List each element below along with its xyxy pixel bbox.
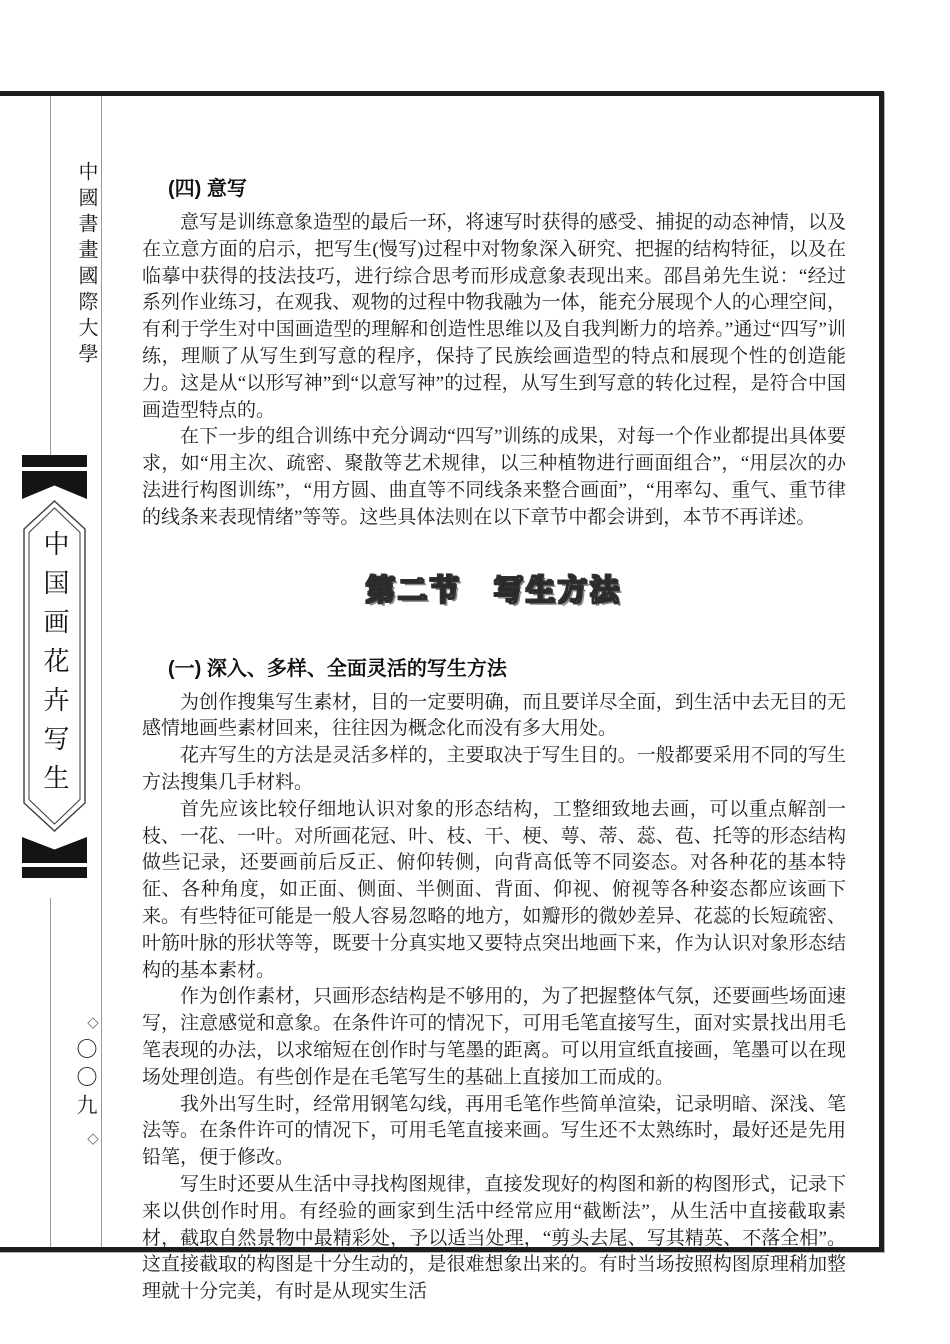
heading-section-four: (四) 意写 <box>168 178 247 200</box>
spine-rule-right <box>101 96 102 1247</box>
banner-top-bar <box>22 455 87 467</box>
banner-bottom-bar <box>22 867 87 878</box>
main-content <box>142 176 846 1306</box>
diamond-ornament-icon: ◇ <box>84 1129 100 1147</box>
series-cartouche <box>22 499 87 833</box>
paragraph: 首先应该比较仔细地认识对象的形态结构，工整细致地去画，可以重点解剖一枝、一花、一叶。对所画花冠、叶、枝、干、梗、萼、蒂、蕊、苞、托等的形态结构做些记录，还要画前后反正、俯仰转侧，向背高低等不同姿态。对各种花的基本特征、各种角度，如正面、侧面、半侧面、背面、仰视、俯视等各种姿态都应该画下来。有些特征可能是一般人容易忽略的地方，如瓣形的微妙差异、花蕊的长短疏密、叶筋叶脉的形状等等，既要十分真实地又要特点突出地画下来，作为认识对象形态结构的基本素材。 <box>142 798 846 981</box>
paragraph: 为创作搜集写生素材，目的一定要明确，而且要详尽全面，到生活中去无目的无感情地画些素材回来，往往因为概念化而没有多大用处。 <box>142 691 846 740</box>
heading-section-one: (一) 深入、多样、全面灵活的写生方法 <box>168 657 507 680</box>
spine-university-title: 中國書畫國際大學 <box>75 161 97 369</box>
banner-top-ribbon-icon <box>22 471 87 499</box>
banner-bottom-ribbon-icon <box>22 837 87 863</box>
page-number-digits: 〇〇九 <box>74 1038 98 1122</box>
paragraph: 我外出写生时，经常用钢笔勾线，再用毛笔作些简单渲染，记录明暗、深浅、笔法等。在条件许可的情况下，可用毛笔直接来画。写生还不太熟练时，最好还是先用铅笔，便于修改。 <box>142 1093 846 1169</box>
paragraph: 写生时还要从生活中寻找构图规律，直接发现好的构图和新的构图形式，记录下来以供创作时用。有经验的画家到生活中经常应用“截断法”，从生活中直接截取素材，截取自然景物中最精彩处，予以适当处理，“剪头去尾、写其精英、不落全相”。这直接截取的构图是十分生动的，是很难想象出来的。有时当场按照构图原理稍加整理就十分完美，有时是从现实生活 <box>142 1173 846 1303</box>
section-title: 第二节 写生方法 <box>365 574 622 607</box>
paragraph: 意写是训练意象造型的最后一环，将速写时获得的感受、捕捉的动态神情，以及在立意方面的启示，把写生(慢写)过程中对物象深入研究、把握的结构特征，以及在临摹中获得的技法技巧，进行综合思考而形成意象表现出来。邵昌弟先生说：“经过系列作业练习，在观我、观物的过程中物我融为一体，能充分展现个人的心理空间，有利于学生对中国画造型的理解和创造性思维以及自我判断力的培养。”通过“四写”训练，理顺了从写生到写意的程序，保持了民族绘画造型的特点和展现个性的创造能力。这是从“以形写神”到“以意写神”的过程，从写生到写意的转化过程，是符合中国画造型特点的。 <box>142 212 846 421</box>
paragraph: 在下一步的组合训练中充分调动“四写”训练的成果，对每一个作业都提出具体要求，如“用主次、疏密、聚散等艺术规律，以三种植物进行画面组合”，“用层次的办法进行构图训练”，“用方圆、曲直等不同线条来整合画面”，“用率勾、重气、重节律的线条来表现情绪”等等。这些具体法则在以下章节中都会讲到，本节不再详述。 <box>142 426 846 528</box>
diamond-ornament-icon: ◇ <box>84 1013 100 1031</box>
paragraph: 作为创作素材，只画形态结构是不够用的，为了把握整体气氛，还要画些场面速写，注意感觉和意象。在条件许可的情况下，可用毛笔直接写生，面对实景找出用毛笔表现的办法，以求缩短在创作时与笔墨的距离。可以用宣纸直接画，笔墨可以在现场处理创造。有些创作是在毛笔写生的基础上直接加工而成的。 <box>142 986 846 1088</box>
series-title: 中国画花卉写生 <box>40 529 69 803</box>
series-banner <box>22 455 87 879</box>
page-number <box>50 1000 101 1160</box>
paragraph: 花卉写生的方法是灵活多样的，主要取决于写生目的。一般都要采用不同的写生方法搜集几手材料。 <box>142 745 846 793</box>
